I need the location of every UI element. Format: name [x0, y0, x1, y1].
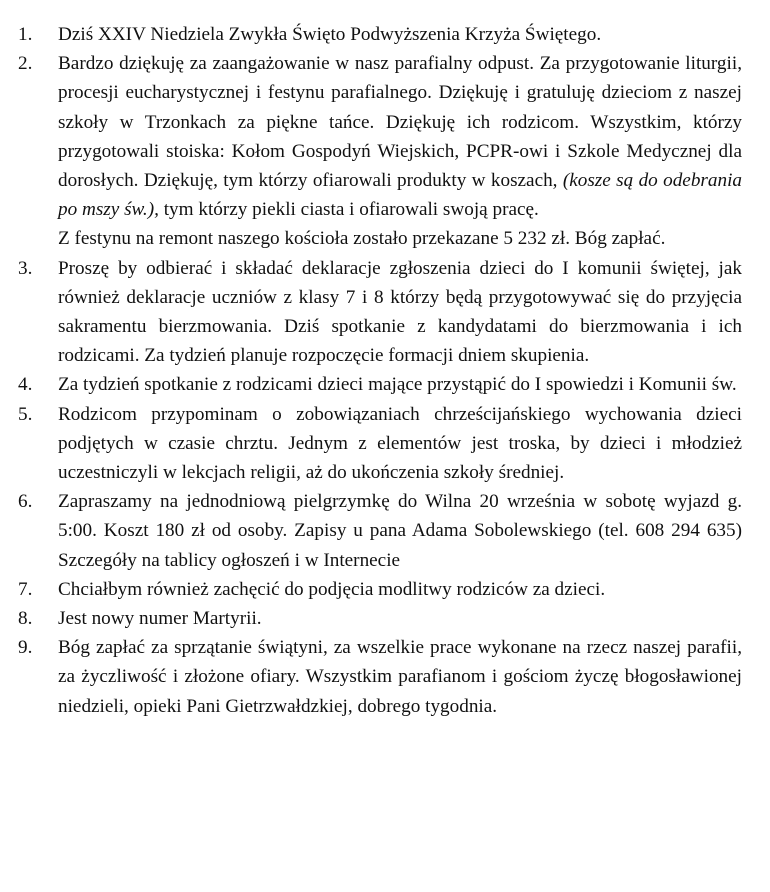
notice-text: Bóg zapłać za sprzątanie świątyni, za wszelkie prace wykonane na rzecz naszej parafii, za życzliwość i złożone ofiary. Wszystkim parafianom i gościom życzę błogosławionej niedzieli, opieki Pani Gietrzwałdzkiej, dobrego tygodnia. — [58, 637, 742, 717]
notice-item-8 — [18, 604, 742, 633]
notice-text: Za tydzień spotkanie z rodzicami dzieci mające przystąpić do I spowiedzi i Komunii św. — [58, 374, 737, 396]
notice-number: 9. — [18, 637, 33, 659]
notice-item-5 — [18, 400, 742, 488]
notice-festival-summary: Z festynu na remont naszego kościoła zostało przekazane 5 232 zł. Bóg zapłać. — [58, 228, 666, 250]
notice-body — [58, 370, 742, 399]
notice-number: 4. — [18, 374, 33, 396]
notice-number: 8. — [18, 608, 33, 630]
notice-body — [58, 487, 742, 575]
notice-text: Dziś XXIV Niedziela Zwykła Święto Podwyższenia Krzyża Świętego. — [58, 24, 602, 45]
notice-text-part: Bardzo dziękuję za zaangażowanie w nasz parafialny odpust. Za przygotowanie liturgii, procesji eucharystycznej i festynu parafialnego. Dziękuję i gratuluję dzieciom z naszej szkoły w Trzonkach za piękne tańce. Dziękuję ich rodzicom. Wszystkim, którzy przygotowali stoiska: Kołom Gospodyń Wiejskich, PCPR-owi i Szkole Medycznej dla dorosłych. Dziękuję, tym którzy ofiarowali produkty w koszach, — [58, 53, 742, 192]
notice-number: 2. — [18, 53, 33, 75]
notices-list — [18, 20, 742, 721]
notice-number: 6. — [18, 491, 33, 513]
notice-item-2 — [18, 49, 742, 253]
notice-text: Chciałbym również zachęcić do podjęcia modlitwy rodziców za dzieci. — [58, 578, 606, 600]
notice-body — [58, 20, 742, 49]
notice-text: Proszę by odbierać i składać deklaracje zgłoszenia dzieci do I komunii świętej, jak również deklaracje uczniów z klasy 7 i 8 którzy będą przygotowywać się do przyjęcia sakramentu bierzmowania. Dziś spotkanie z kandydatami do bierzmowania i ich rodzicami. Za tydzień planuje rozpoczęcie formacji dniem skupienia. — [58, 257, 742, 367]
notice-text: Rodzicom przypominam o zobowiązaniach chrześcijańskiego wychowania dzieci podjętych w czasie chrztu. Jednym z elementów jest troska, by dzieci i młodzież uczestniczyli w lekcjach religii, aż do ukończenia szkoły średniej. — [58, 403, 742, 484]
notice-number: 7. — [18, 578, 33, 600]
notice-italic-remark: (kosze są do odebrania po mszy św.), — [58, 170, 742, 221]
notice-item-6 — [18, 487, 742, 575]
notice-text: Jest nowy numer Martyrii. — [58, 608, 262, 630]
notice-body — [58, 49, 742, 253]
notice-text-part: tym którzy piekli ciasta i ofiarowali swoją pracę. — [158, 199, 539, 221]
notice-body — [58, 254, 742, 371]
notice-body — [58, 604, 742, 633]
notice-body — [58, 575, 742, 604]
notice-text — [58, 49, 742, 224]
notice-number: 3. — [18, 257, 33, 279]
notice-item-1 — [18, 20, 742, 49]
notice-number: 5. — [18, 403, 33, 425]
notice-body — [58, 633, 742, 721]
notice-body — [58, 400, 742, 488]
notice-item-7 — [18, 575, 742, 604]
notice-number: 1. — [18, 24, 33, 45]
notice-text: Zapraszamy na jednodniową pielgrzymkę do Wilna 20 września w sobotę wyjazd g. 5:00. Koszt 180 zł od osoby. Zapisy u pana Adama Sobolewskiego (tel. 608 294 635) Szczegóły na tablicy ogłoszeń i w Internecie — [58, 491, 742, 571]
notice-item-3 — [18, 254, 742, 371]
notice-item-9 — [18, 633, 742, 721]
notice-item-4 — [18, 370, 742, 399]
